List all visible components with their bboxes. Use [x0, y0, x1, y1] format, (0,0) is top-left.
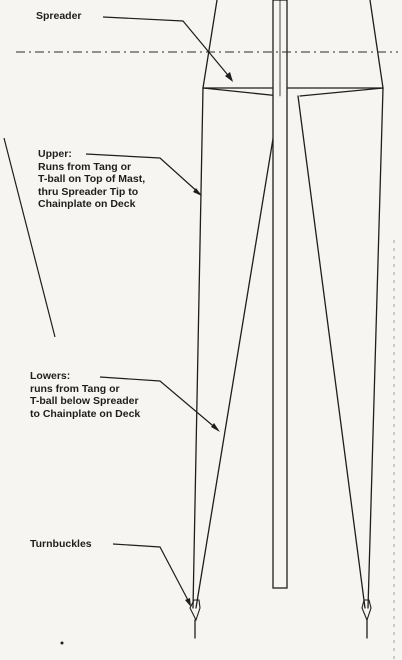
stray-mark [61, 642, 64, 645]
label-lowers [30, 370, 140, 420]
lower-shroud-left [196, 96, 280, 608]
spreader-bar-right-lower [300, 88, 383, 96]
turnbuckle-right [362, 600, 371, 638]
label-upper-line: Chainplate on Deck [38, 198, 136, 210]
lower-shroud-right [298, 96, 365, 608]
spreader-bar-left-lower [203, 88, 280, 96]
label-spreader [36, 10, 82, 23]
label-upper-heading: Upper: [38, 148, 72, 160]
label-upper-line: T-ball on Top of Mast, [38, 173, 146, 185]
upper-shroud-left [193, 88, 203, 608]
label-turnbuckles [30, 538, 92, 551]
turnbuckles-leader [113, 544, 190, 604]
label-lowers-heading: Lowers: [30, 370, 71, 382]
lowers-arrow [211, 423, 220, 432]
label-lowers-line: runs from Tang or [30, 382, 120, 395]
label-upper-line: Runs from Tang or [38, 160, 132, 173]
upper-shroud-right [368, 88, 383, 608]
turnbuckles-arrow [185, 598, 191, 607]
label-upper-line: thru Spreader Tip to [38, 185, 139, 198]
turnbuckle-left [190, 600, 200, 638]
label-lowers-line: T-ball below Spreader [30, 395, 139, 407]
label-turnbuckles-line: Turnbuckles [30, 538, 92, 550]
label-lowers-line: to Chainplate on Deck [30, 407, 141, 420]
label-upper [38, 148, 145, 211]
upper-shroud-top-left [203, 0, 217, 88]
label-spreader-line: Spreader [36, 10, 82, 22]
upper-shroud-top-right [370, 0, 383, 88]
